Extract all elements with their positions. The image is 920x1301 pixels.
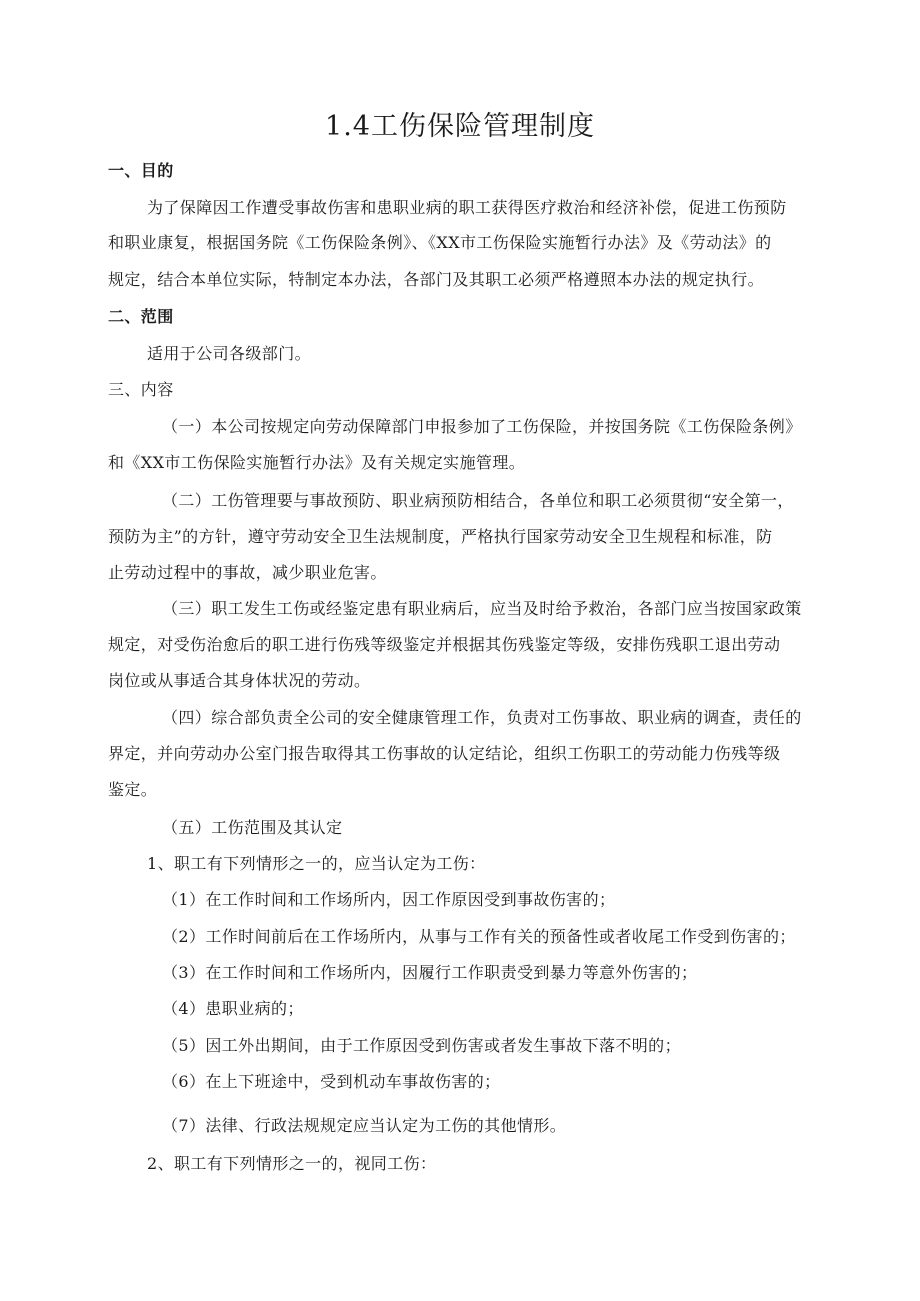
paragraph-line: 鉴定。 xyxy=(108,780,158,799)
list-item: （4）患职业病的； xyxy=(162,999,304,1018)
paragraph-line: （四）综合部负责全公司的安全健康管理工作，负责对工伤事故、职业病的调查，责任的 xyxy=(162,708,802,727)
paragraph-line: 和职业康复，根据国务院《工伤保险条例》、《XX市工伤保险实施暂行办法》及《劳动法》的 xyxy=(108,233,772,252)
paragraph-line: 规定，对受伤治愈后的职工进行伤残等级鉴定并根据其伤残鉴定等级，安排伤残职工退出劳动 xyxy=(108,635,781,654)
subsection-heading: 2、职工有下列情形之一的，视同工伤： xyxy=(147,1154,437,1173)
paragraph-line: （三）职工发生工伤或经鉴定患有职业病后，应当及时给予救治，各部门应当按国家政策 xyxy=(162,599,802,618)
paragraph-line: 和《XX市工伤保险实施暂行办法》及有关规定实施管理。 xyxy=(108,453,526,472)
subsection-heading: 1、职工有下列情形之一的，应当认定为工伤： xyxy=(147,854,486,873)
paragraph-line: 界定，并向劳动办公室门报告取得其工伤事故的认定结论，组织工伤职工的劳动能力伤残等级 xyxy=(108,744,781,763)
list-item: （1）在工作时间和工作场所内，因工作原因受到事故伤害的； xyxy=(162,890,616,909)
list-item: （5）因工外出期间，由于工作原因受到伤害或者发生事故下落不明的； xyxy=(162,1036,681,1055)
document-title: 1.4工伤保险管理制度 xyxy=(325,111,595,142)
paragraph-line: 岗位或从事适合其身体状况的劳动。 xyxy=(108,671,371,690)
section-heading-content: 三、内容 xyxy=(108,380,174,399)
paragraph-line: （一）本公司按规定向劳动保障部门申报参加了工伤保险，并按国务院《工伤保险条例》 xyxy=(162,417,802,436)
paragraph-line: 预防为主”的方针，遵守劳动安全卫生法规制度，严格执行国家劳动安全卫生规程和标准，防 xyxy=(108,527,773,546)
paragraph-line: （二）工伤管理要与事故预防、职业病预防相结合，各单位和职工必须贯彻“安全第一， xyxy=(162,491,794,510)
subsection-heading: （五）工伤范围及其认定 xyxy=(162,818,343,837)
paragraph-line: 止劳动过程中的事故，减少职业危害。 xyxy=(108,563,387,582)
list-item: （7）法律、行政法规规定应当认定为工伤的其他情形。 xyxy=(162,1116,567,1135)
section-heading-scope: 二、范围 xyxy=(108,307,174,326)
list-item: （6）在上下班途中，受到机动车事故伤害的； xyxy=(162,1072,501,1091)
paragraph-line: 适用于公司各级部门。 xyxy=(147,344,312,363)
list-item: （2）工作时间前后在工作场所内，从事与工作有关的预备性或者收尾工作受到伤害的； xyxy=(162,927,796,946)
paragraph-line: 为了保障因工作遭受事故伤害和患职业病的职工获得医疗救治和经济补偿，促进工伤预防 xyxy=(147,198,787,217)
section-heading-purpose: 一、目的 xyxy=(108,161,174,180)
paragraph-line: 规定，结合本单位实际，特制定本办法，各部门及其职工必须严格遵照本办法的规定执行。 xyxy=(108,270,765,289)
list-item: （3）在工作时间和工作场所内，因履行工作职责受到暴力等意外伤害的； xyxy=(162,963,698,982)
